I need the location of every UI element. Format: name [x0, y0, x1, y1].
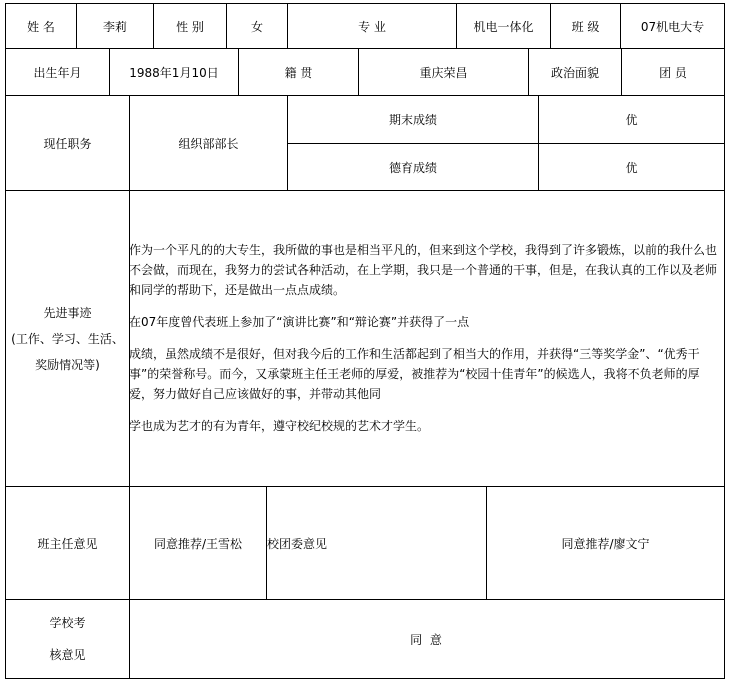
deeds-label-line2: (工作、学习、生活、 [11, 331, 124, 346]
gender-value: 女 [226, 3, 288, 49]
deeds-paragraph-1: 作为一个平凡的的大专生，我所做的事也是相当平凡的，但来到这个学校，我得到了许多锻炼，以前的我什么也不会做，而现在，我努力的尝试各种活动，在上学期，我只是一个普通的干事，但是，在我认真的工作以及老师和同学的帮助下，还是做出一点点成绩。 [129, 243, 718, 297]
teacher-opinion-label: 班主任意见 [5, 486, 130, 600]
dob-label: 出生年月 [5, 48, 110, 96]
school-opinion-value: 同 意 [129, 599, 725, 679]
teacher-opinion-value: 同意推荐/王雪松 [129, 486, 267, 600]
dob-value: 1988年1月10日 [109, 48, 239, 96]
final-score-value: 优 [538, 95, 725, 144]
moral-score-label: 德育成绩 [287, 143, 539, 191]
origin-label: 籍 贯 [238, 48, 359, 96]
deeds-paragraph-2: 在07年度曾代表班上参加了“演讲比赛”和“辩论赛”并获得了一点 [129, 315, 470, 329]
gender-label: 性 别 [153, 3, 227, 49]
deeds-paragraph-4: 学也成为艺才的有为青年，遵守校纪校规的艺术才学生。 [129, 419, 430, 433]
position-label: 现任职务 [5, 95, 130, 191]
origin-value: 重庆荣昌 [358, 48, 529, 96]
politics-label: 政治面貌 [528, 48, 622, 96]
moral-score-value: 优 [538, 143, 725, 191]
major-value: 机电一体化 [456, 3, 551, 49]
school-label-line2: 核意见 [49, 648, 86, 662]
major-label: 专 业 [287, 3, 457, 49]
deeds-label-line1: 先进事迹 [43, 305, 92, 320]
class-value: 07机电大专 [620, 3, 725, 49]
name-label: 姓 名 [5, 3, 77, 49]
politics-value: 团 员 [621, 48, 725, 96]
name-value: 李莉 [76, 3, 154, 49]
deeds-label [5, 190, 130, 487]
deeds-label-line3: 奖励情况等) [35, 357, 100, 372]
school-label-line1: 学校考 [49, 616, 86, 630]
class-label: 班 级 [550, 3, 621, 49]
position-value: 组织部部长 [129, 95, 288, 191]
league-opinion-label: 校团委意见 [266, 486, 487, 600]
final-score-label: 期末成绩 [287, 95, 539, 144]
league-opinion-value: 同意推荐/廖文宁 [486, 486, 725, 600]
deeds-paragraph-3: 成绩，虽然成绩不是很好，但对我今后的工作和生活都起到了相当大的作用，并获得“三等奖学金”、“优秀干事”的荣誉称号。而今，又承蒙班主任王老师的厚爱，被推荐为“校园十佳青年”的候选人，我将不负老师的厚爱，努力做好自己应该做好的事，并带动其他同 [129, 347, 700, 401]
deeds-content [129, 240, 721, 448]
school-opinion-label [5, 599, 130, 679]
